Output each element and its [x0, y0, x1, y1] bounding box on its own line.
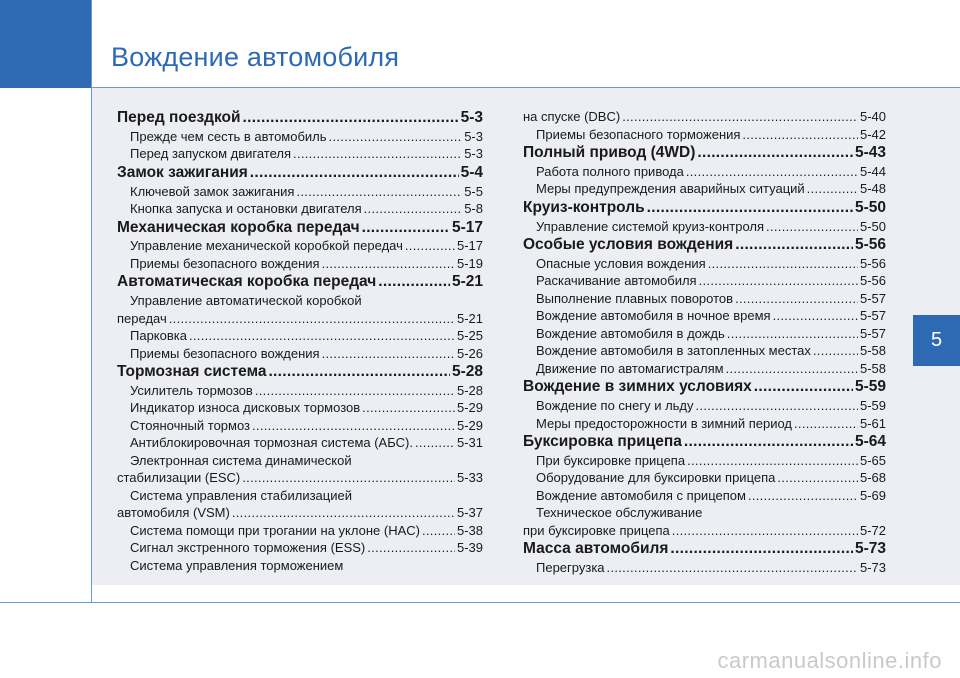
toc-section-entry[interactable]: [117, 108, 483, 128]
toc-page-number: 5-3: [464, 128, 483, 144]
toc-leader-dots: [268, 362, 450, 382]
toc-page-number: 5-40: [859, 109, 886, 124]
toc-page-number: 5-26: [456, 345, 483, 361]
toc-entry-label: Приемы безопасного вождения: [130, 345, 320, 361]
toc-entry[interactable]: [117, 255, 483, 273]
toc-page-number: 5-50: [859, 218, 886, 234]
toc-page-number: 5-19: [456, 255, 483, 271]
toc-entry[interactable]: [117, 504, 483, 522]
toc-page-number: 5-3: [460, 109, 483, 126]
toc-entry[interactable]: [117, 310, 483, 328]
toc-leader-dots: [748, 487, 858, 505]
toc-page-number: 5-58: [859, 343, 886, 359]
toc-entry-label: Перегрузка: [536, 560, 605, 576]
toc-entry[interactable]: [523, 559, 886, 577]
toc-entry[interactable]: [117, 539, 483, 557]
toc-entry-label: передач: [117, 310, 167, 326]
toc-entry[interactable]: [523, 504, 886, 522]
toc-entry[interactable]: [523, 342, 886, 360]
header-color-block: [0, 0, 91, 88]
toc-page-number: 5-57: [859, 308, 886, 324]
toc-entry-label: Меры предосторожности в зимний период: [536, 415, 792, 431]
toc-entry-label: Управление системой круиз-контроля: [536, 218, 765, 234]
toc-leader-dots: [329, 128, 463, 146]
toc-leader-dots: [607, 559, 858, 577]
toc-leader-dots: [735, 235, 853, 255]
toc-leader-dots: [696, 397, 858, 415]
toc-leader-dots: [415, 434, 455, 452]
toc-entry-label: Индикатор износа дисковых тормозов: [130, 400, 361, 416]
toc-page-number: 5-29: [456, 417, 483, 433]
toc-entry[interactable]: [117, 557, 483, 575]
toc-page-number: 5-58: [859, 360, 886, 376]
toc-entry[interactable]: [117, 183, 483, 201]
toc-entry-label: Усилитель тормозов: [130, 382, 253, 398]
toc-entry[interactable]: [523, 290, 886, 308]
toc-leader-dots: [672, 522, 858, 540]
toc-section-entry[interactable]: [117, 218, 483, 238]
toc-entry[interactable]: [523, 307, 886, 325]
toc-entry-label: Механическая коробка передач: [117, 218, 360, 236]
toc-entry-label: Круиз-контроль: [523, 198, 645, 216]
toc-entry[interactable]: [523, 218, 886, 236]
toc-entry-label: Ключевой замок зажигания: [130, 183, 295, 199]
toc-page-number: 5-42: [859, 126, 886, 142]
toc-leader-dots: [727, 325, 858, 343]
toc-leader-dots: [766, 218, 858, 236]
toc-column-left: [117, 108, 483, 574]
toc-page-number: 5-21: [451, 273, 483, 291]
toc-leader-dots: [708, 255, 858, 273]
toc-leader-dots: [647, 198, 853, 218]
toc-entry-label: Раскачивание автомобиля: [536, 273, 697, 289]
toc-leader-dots: [777, 469, 858, 487]
toc-page-number: 5-43: [854, 144, 886, 161]
footer-rule: [0, 602, 960, 603]
toc-entry[interactable]: [117, 382, 483, 400]
toc-entry[interactable]: [117, 237, 483, 255]
toc-leader-dots: [362, 399, 455, 417]
toc-entry-label: Система помощи при трогании на уклоне (HAC): [130, 522, 420, 538]
toc-entry-label: Замок зажигания: [117, 163, 248, 181]
toc-entry-label: Перед запуском двигателя: [130, 146, 292, 162]
toc-entry-label: стабилизации (ESC): [117, 470, 241, 486]
toc-leader-dots: [232, 504, 455, 522]
toc-entry-label: Особые условия вождения: [523, 236, 734, 254]
toc-entry-label: Перед поездкой: [117, 109, 241, 126]
toc-entry[interactable]: [117, 487, 483, 505]
toc-entry-label: при буксировке прицепа: [523, 522, 670, 538]
toc-leader-dots: [322, 345, 455, 363]
toc-entry[interactable]: [117, 145, 483, 163]
toc-leader-dots: [364, 200, 463, 218]
toc-entry-label: Управление автоматической коробкой: [130, 293, 362, 309]
toc-leader-dots: [807, 180, 858, 198]
toc-page-number: 5-61: [859, 415, 886, 431]
toc-entry-label: на спуске (DBC): [523, 109, 621, 124]
toc-entry[interactable]: [523, 163, 886, 181]
toc-page-number: 5-44: [859, 163, 886, 179]
toc-entry-label: Выполнение плавных поворотов: [536, 290, 734, 306]
toc-entry-label: Приемы безопасного торможения: [536, 126, 741, 142]
toc-section-entry[interactable]: [523, 432, 886, 452]
toc-entry-label: Вождение автомобиля с прицепом: [536, 487, 746, 503]
toc-page-number: 5-8: [464, 201, 483, 217]
toc-entry[interactable]: [117, 452, 483, 470]
toc-entry-label: Буксировка прицепа: [523, 433, 682, 451]
toc-entry[interactable]: [523, 255, 886, 273]
toc-page-number: 5-21: [456, 310, 483, 326]
toc-entry[interactable]: [523, 360, 886, 378]
toc-page-number: 5-33: [456, 470, 483, 486]
toc-entry-label: Прежде чем сесть в автомобиль: [130, 128, 327, 144]
toc-leader-dots: [687, 452, 858, 470]
toc-entry-label: Движение по автомагистралям: [536, 360, 724, 376]
toc-entry[interactable]: [523, 126, 886, 144]
toc-entry[interactable]: [117, 327, 483, 345]
toc-page-number: 5-73: [859, 560, 886, 576]
toc-page-number: 5-29: [456, 400, 483, 416]
chapter-tab[interactable]: 5: [913, 315, 960, 366]
toc-entry-label: Вождение по снегу и льду: [536, 398, 694, 414]
toc-entry[interactable]: [117, 399, 483, 417]
toc-page-number: 5-17: [456, 238, 483, 254]
toc-leader-dots: [697, 143, 853, 163]
toc-page-number: 5-39: [456, 540, 483, 556]
toc-entry[interactable]: [523, 108, 886, 126]
toc-entry[interactable]: [117, 417, 483, 435]
toc-page-number: 5-5: [464, 183, 483, 199]
toc-entry-label: Сигнал экстренного торможения (ESS): [130, 540, 366, 556]
toc-entry-label: Техническое обслуживание: [536, 505, 703, 521]
toc-entry-label: Оборудование для буксировки прицепа: [536, 470, 776, 486]
toc-page-number: 5-17: [451, 218, 483, 236]
toc-entry[interactable]: [523, 325, 886, 343]
toc-entry[interactable]: [523, 180, 886, 198]
toc-entry-label: Вождение автомобиля в дождь: [536, 325, 725, 341]
toc-leader-dots: [773, 307, 858, 325]
toc-entry[interactable]: [117, 128, 483, 146]
toc-page-number: 5-68: [859, 470, 886, 486]
toc-page-number: 5-64: [854, 433, 886, 451]
toc-section-entry[interactable]: [523, 377, 886, 397]
toc-entry-label: Опасные условия вождения: [536, 255, 706, 271]
toc-entry-label: Тормозная система: [117, 363, 267, 381]
toc-leader-dots: [243, 108, 459, 128]
toc-leader-dots: [252, 417, 455, 435]
toc-page-number: 5-37: [456, 505, 483, 521]
toc-leader-dots: [367, 539, 455, 557]
toc-page-number: 5-65: [859, 452, 886, 468]
toc-entry-label: Антиблокировочная тормозная система (АБС).: [130, 435, 413, 451]
page-title: Вождение автомобиля: [111, 42, 400, 72]
toc-entry[interactable]: [117, 292, 483, 310]
toc-page-number: 5-28: [451, 363, 483, 381]
watermark: carmanualsonline.info: [717, 648, 942, 673]
toc-leader-dots: [684, 432, 853, 452]
toc-leader-dots: [422, 522, 455, 540]
toc-leader-dots: [189, 327, 455, 345]
toc-entry-label: Система управления стабилизацией: [130, 487, 352, 503]
toc-entry[interactable]: [523, 397, 886, 415]
toc-page-number: 5-57: [859, 325, 886, 341]
toc-page-number: 5-56: [859, 255, 886, 271]
toc-leader-dots: [670, 539, 853, 559]
toc-entry[interactable]: [523, 272, 886, 290]
toc-section-entry[interactable]: [523, 143, 886, 163]
toc-entry-label: автомобиля (VSM): [117, 505, 230, 521]
toc-entry-label: Работа полного привода: [536, 163, 684, 179]
toc-entry-label: Стояночный тормоз: [130, 417, 251, 433]
toc-entry[interactable]: [117, 200, 483, 218]
toc-section-entry[interactable]: [117, 362, 483, 382]
toc-page-number: 5-50: [854, 198, 886, 216]
toc-entry-label: Система управления торможением: [130, 557, 344, 573]
toc-entry-label: При буксировке прицепа: [536, 452, 686, 468]
toc-entry[interactable]: [117, 434, 483, 452]
toc-page-number: 5-59: [854, 378, 886, 396]
toc-page-number: 5-69: [859, 487, 886, 503]
toc-leader-dots: [169, 310, 455, 328]
toc-entry-label: Управление механической коробкой передач: [130, 238, 403, 254]
toc-entry[interactable]: [523, 452, 886, 470]
toc-section-entry[interactable]: [523, 198, 886, 218]
toc-leader-dots: [250, 163, 459, 183]
toc-page-number: 5-31: [456, 435, 483, 451]
toc-entry-label: Электронная система динамической: [130, 452, 352, 468]
toc-entry-label: Парковка: [130, 328, 187, 344]
toc-page-number: 5-25: [456, 328, 483, 344]
toc-entry-label: Меры предупреждения аварийных ситуаций: [536, 181, 805, 197]
toc-entry-label: Вождение автомобиля в ночное время: [536, 308, 771, 324]
toc-entry[interactable]: [523, 487, 886, 505]
toc-section-entry[interactable]: [117, 272, 483, 292]
toc-page-number: 5-56: [854, 236, 886, 254]
toc-entry[interactable]: [523, 469, 886, 487]
toc-entry-label: Кнопка запуска и остановки двигателя: [130, 201, 362, 217]
toc-entry-label: Вождение в зимних условиях: [523, 378, 752, 396]
toc-leader-dots: [726, 360, 858, 378]
toc-leader-dots: [322, 255, 455, 273]
toc-entry-label: Масса автомобиля: [523, 540, 669, 558]
toc-page-number: 5-48: [859, 181, 886, 197]
toc-page-number: 5-73: [854, 540, 886, 558]
toc-entry-label: Автоматическая коробка передач: [117, 273, 377, 291]
toc-leader-dots: [686, 163, 858, 181]
toc-leader-dots: [754, 377, 853, 397]
toc-page-number: 5-4: [460, 163, 483, 181]
toc-leader-dots: [699, 272, 858, 290]
toc-entry[interactable]: [117, 522, 483, 540]
toc-page-number: 5-3: [464, 146, 483, 162]
toc-section-entry[interactable]: [117, 163, 483, 183]
toc-leader-dots: [622, 108, 858, 126]
toc-entry-label: Вождение автомобиля в затопленных местах: [536, 343, 811, 359]
toc-leader-dots: [293, 145, 462, 163]
toc-entry[interactable]: [523, 415, 886, 433]
toc-section-entry[interactable]: [523, 539, 886, 559]
toc-leader-dots: [742, 126, 858, 144]
toc-entry-label: Приемы безопасного вождения: [130, 255, 320, 271]
toc-leader-dots: [362, 218, 450, 238]
toc-leader-dots: [735, 290, 858, 308]
toc-entry[interactable]: [117, 345, 483, 363]
toc-leader-dots: [794, 415, 858, 433]
toc-page-number: 5-28: [456, 382, 483, 398]
toc-entry[interactable]: [117, 469, 483, 487]
toc-page-number: 5-59: [859, 398, 886, 414]
toc-page-number: 5-72: [859, 522, 886, 538]
toc-leader-dots: [255, 382, 455, 400]
toc-page-number: 5-57: [859, 290, 886, 306]
toc-page-number: 5-56: [859, 273, 886, 289]
toc-entry[interactable]: [523, 522, 886, 540]
toc-leader-dots: [378, 272, 450, 292]
toc-section-entry[interactable]: [523, 235, 886, 255]
toc-page-number: 5-38: [456, 522, 483, 538]
toc-leader-dots: [296, 183, 462, 201]
toc-leader-dots: [813, 342, 858, 360]
toc-leader-dots: [405, 237, 455, 255]
toc-leader-dots: [242, 469, 455, 487]
toc-column-right: [523, 108, 886, 577]
toc-entry-label: Полный привод (4WD): [523, 144, 696, 161]
